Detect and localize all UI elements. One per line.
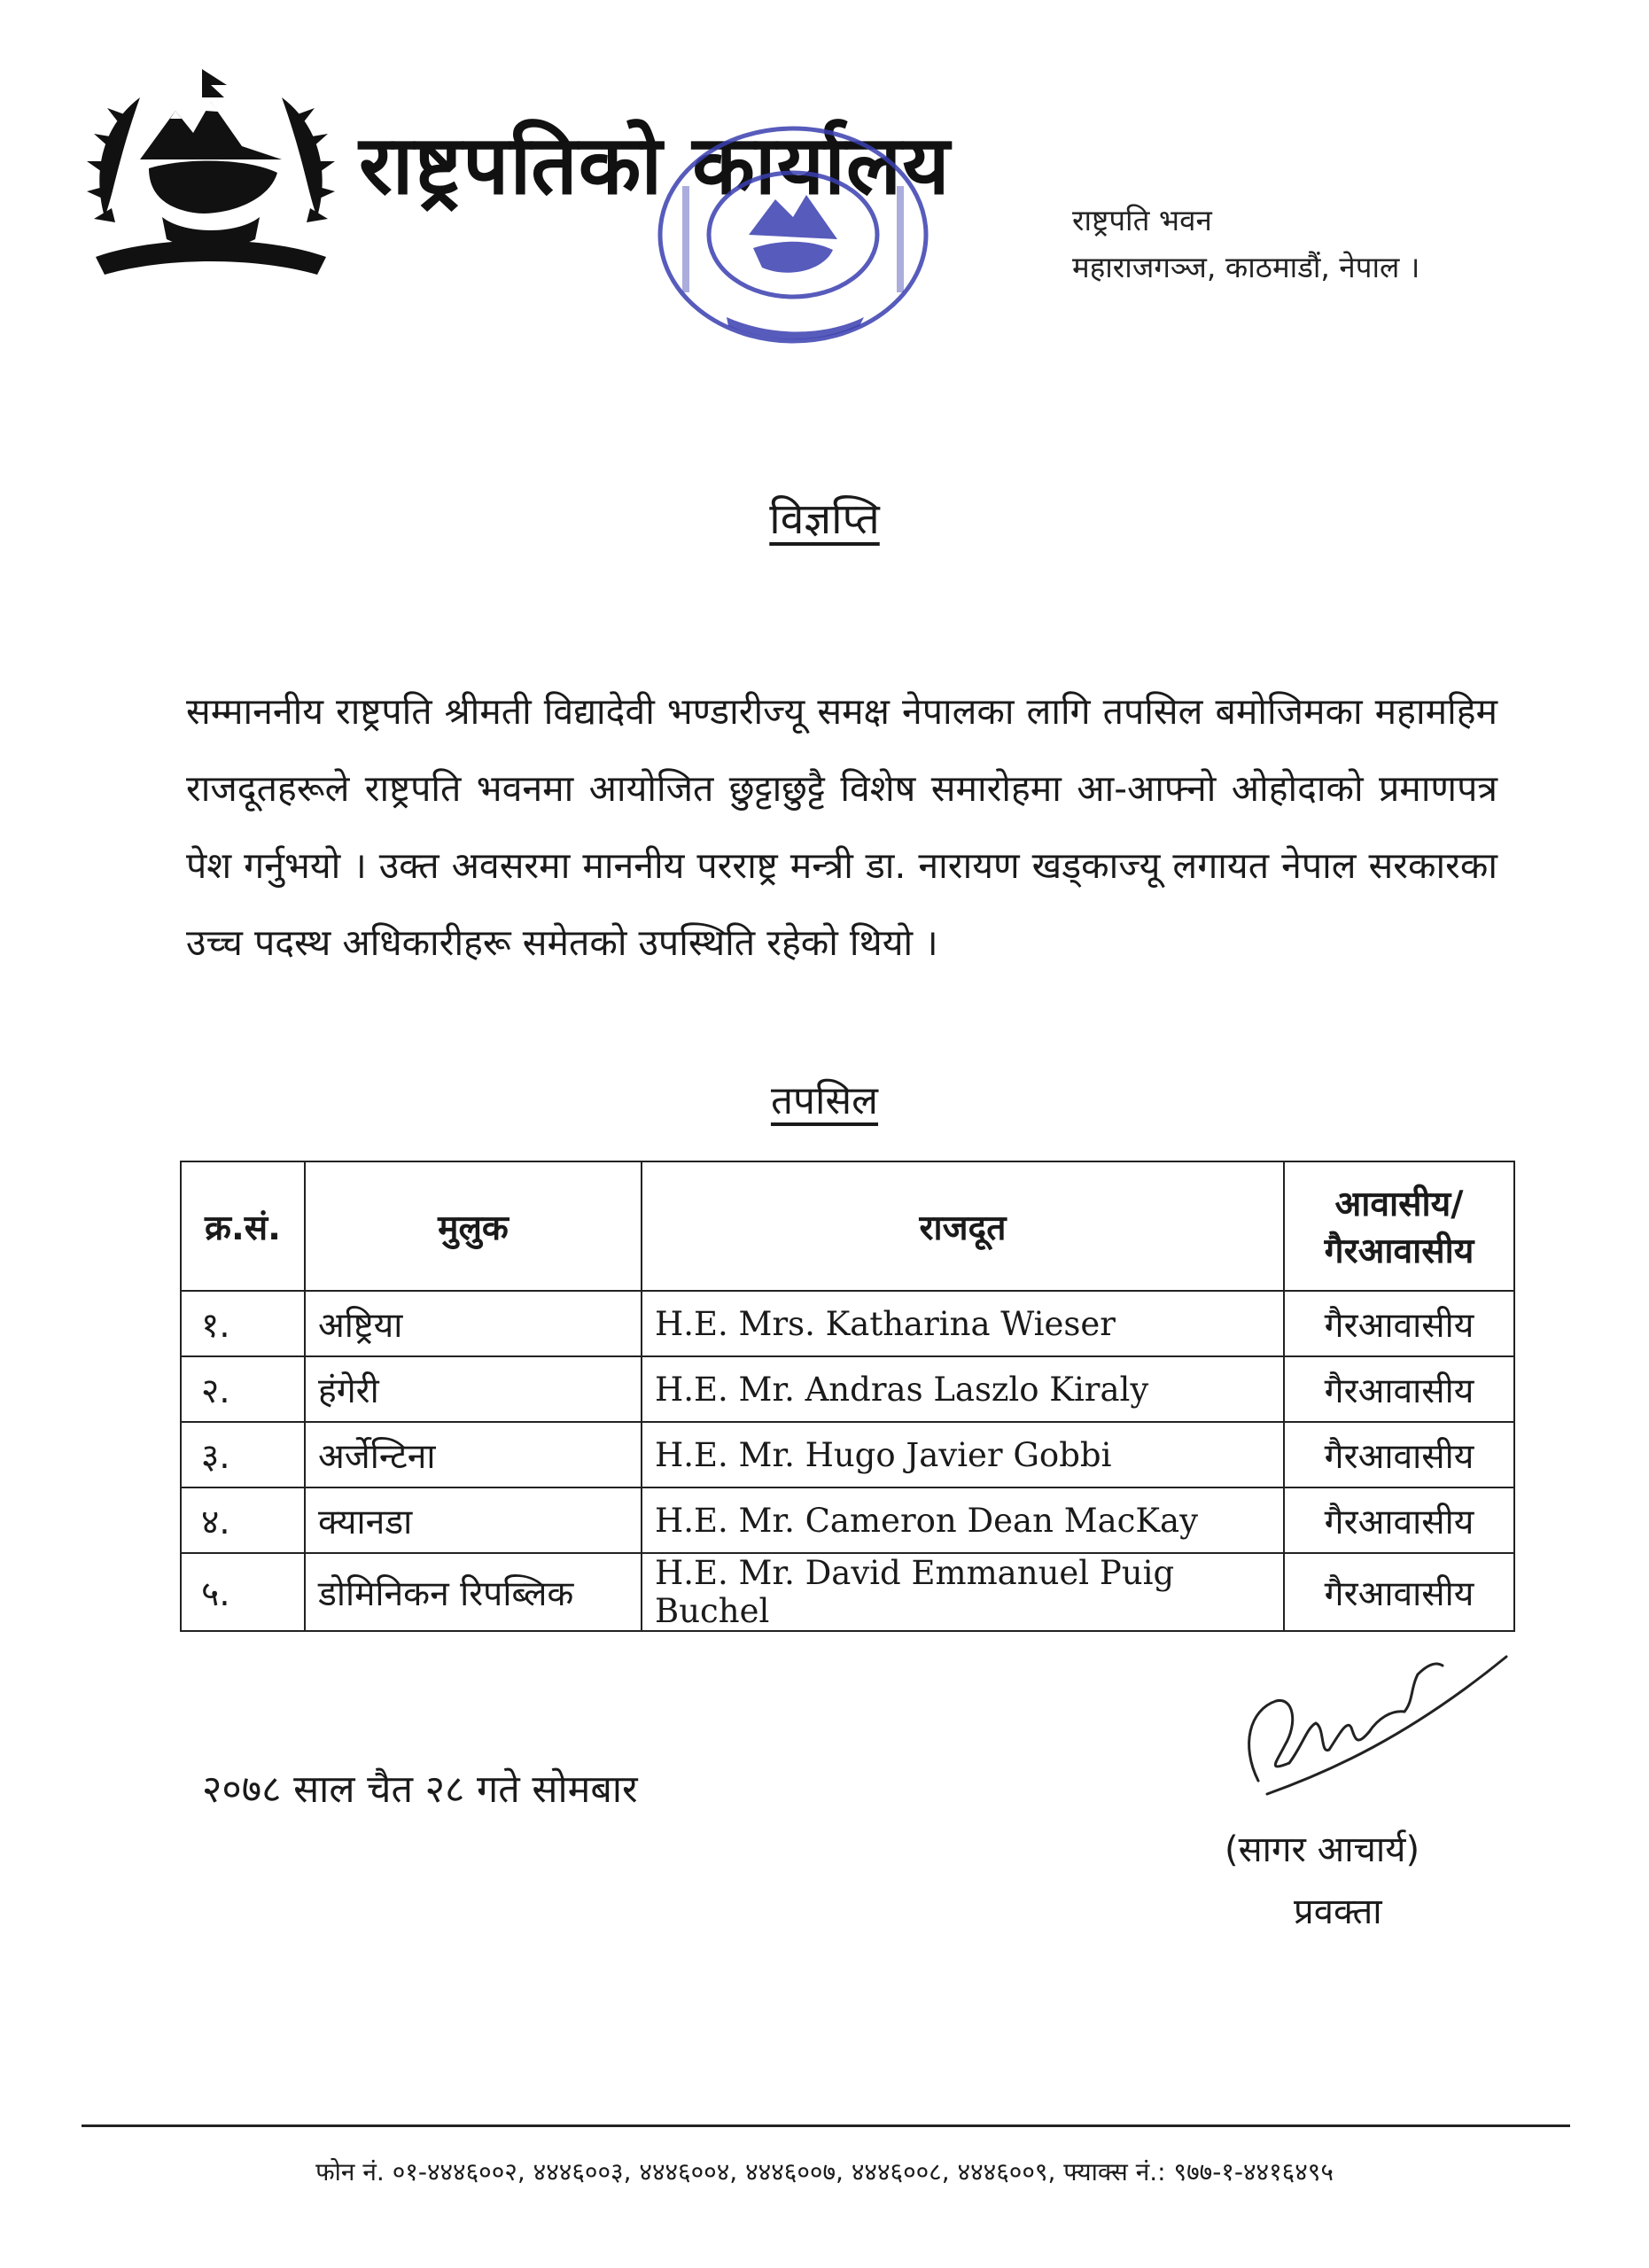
- header-ambassador: राजदूत: [642, 1161, 1284, 1291]
- header-status: [1284, 1161, 1514, 1291]
- row-ambassador: H.E. Mr. David Emmanuel Puig Buchel: [642, 1553, 1284, 1631]
- row-ambassador: H.E. Mr. Hugo Javier Gobbi: [642, 1422, 1284, 1487]
- office-seal: [647, 115, 939, 354]
- row-number: ३.: [181, 1422, 305, 1487]
- contact-info: फोन नं. ०१-४४४६००२, ४४४६००३, ४४४६००४, ४४४६००७, ४४४६००८, ४४४६००९, फ्याक्स नं.: ९७७-१-४४१६४९५: [315, 2157, 1334, 2186]
- row-number: २.: [181, 1356, 305, 1422]
- signature: [1205, 1639, 1524, 1843]
- table-row: [181, 1487, 1514, 1553]
- row-ambassador: H.E. Mr. Cameron Dean MacKay: [642, 1487, 1284, 1553]
- ambassador-table: [180, 1161, 1515, 1632]
- header-status-line1: आवासीय/: [1334, 1184, 1464, 1224]
- table-header-row: [181, 1161, 1514, 1291]
- row-country: अष्ट्रिया: [305, 1291, 642, 1356]
- header-country: मुलुक: [305, 1161, 642, 1291]
- row-number: ४.: [181, 1487, 305, 1553]
- row-country: क्यानडा: [305, 1487, 642, 1553]
- row-status: गैरआवासीय: [1284, 1291, 1514, 1356]
- row-status: गैरआवासीय: [1284, 1422, 1514, 1487]
- address-line-2: महाराजगञ्ज, काठमाडौं, नेपाल ।: [1072, 250, 1420, 284]
- table-row: [181, 1356, 1514, 1422]
- national-emblem: [78, 62, 344, 288]
- issue-date: २०७८ साल चैत २८ गते सोमबार: [202, 1767, 638, 1812]
- table-row: [181, 1422, 1514, 1487]
- header-number: क्र.सं.: [181, 1161, 305, 1291]
- row-number: १.: [181, 1291, 305, 1356]
- row-country: हंगेरी: [305, 1356, 642, 1422]
- details-heading: तपसिल: [770, 1078, 879, 1123]
- table-row: [181, 1291, 1514, 1356]
- row-status: गैरआवासीय: [1284, 1553, 1514, 1631]
- signer-role: प्रवक्ता: [1294, 1891, 1382, 1932]
- row-number: ५.: [181, 1553, 305, 1631]
- row-country: अर्जेन्टिना: [305, 1422, 642, 1487]
- footer-divider: [82, 2124, 1570, 2127]
- row-country: डोमिनिकन रिपब्लिक: [305, 1553, 642, 1631]
- row-ambassador: H.E. Mr. Andras Laszlo Kiraly: [642, 1356, 1284, 1422]
- office-title: राष्ट्रपतिको कार्यालय: [359, 118, 951, 213]
- table-row: [181, 1553, 1514, 1631]
- header-status-line2: गैरआवासीय: [1324, 1231, 1474, 1271]
- address-line-1: राष्ट्रपति भवन: [1072, 203, 1212, 237]
- row-ambassador: H.E. Mrs. Katharina Wieser: [642, 1291, 1284, 1356]
- row-status: गैरआवासीय: [1284, 1356, 1514, 1422]
- notice-heading: विज्ञप्ति: [769, 494, 880, 544]
- notice-body: सम्माननीय राष्ट्रपति श्रीमती विद्यादेवी भण्डारीज्यू समक्ष नेपालका लागि तपसिल बमोजिमका महामहिम राजदूतहरूले राष्ट्रपति भवनमा आयोजित छुट्टाछुट्टै विशेष समारोहमा आ-आफ्नो ओहोदाको प्रमाणपत्र पेश गर्नुभयो । उक्त अवसरमा माननीय परराष्ट्र मन्त्री डा. नारायण खड्काज्यू लगायत नेपाल सरकारका उच्च पदस्थ अधिकारीहरू समेतको उपस्थिति रहेको थियो ।: [186, 690, 1497, 964]
- row-status: गैरआवासीय: [1284, 1487, 1514, 1553]
- signer-name: (सागर आचार्य): [1225, 1829, 1420, 1870]
